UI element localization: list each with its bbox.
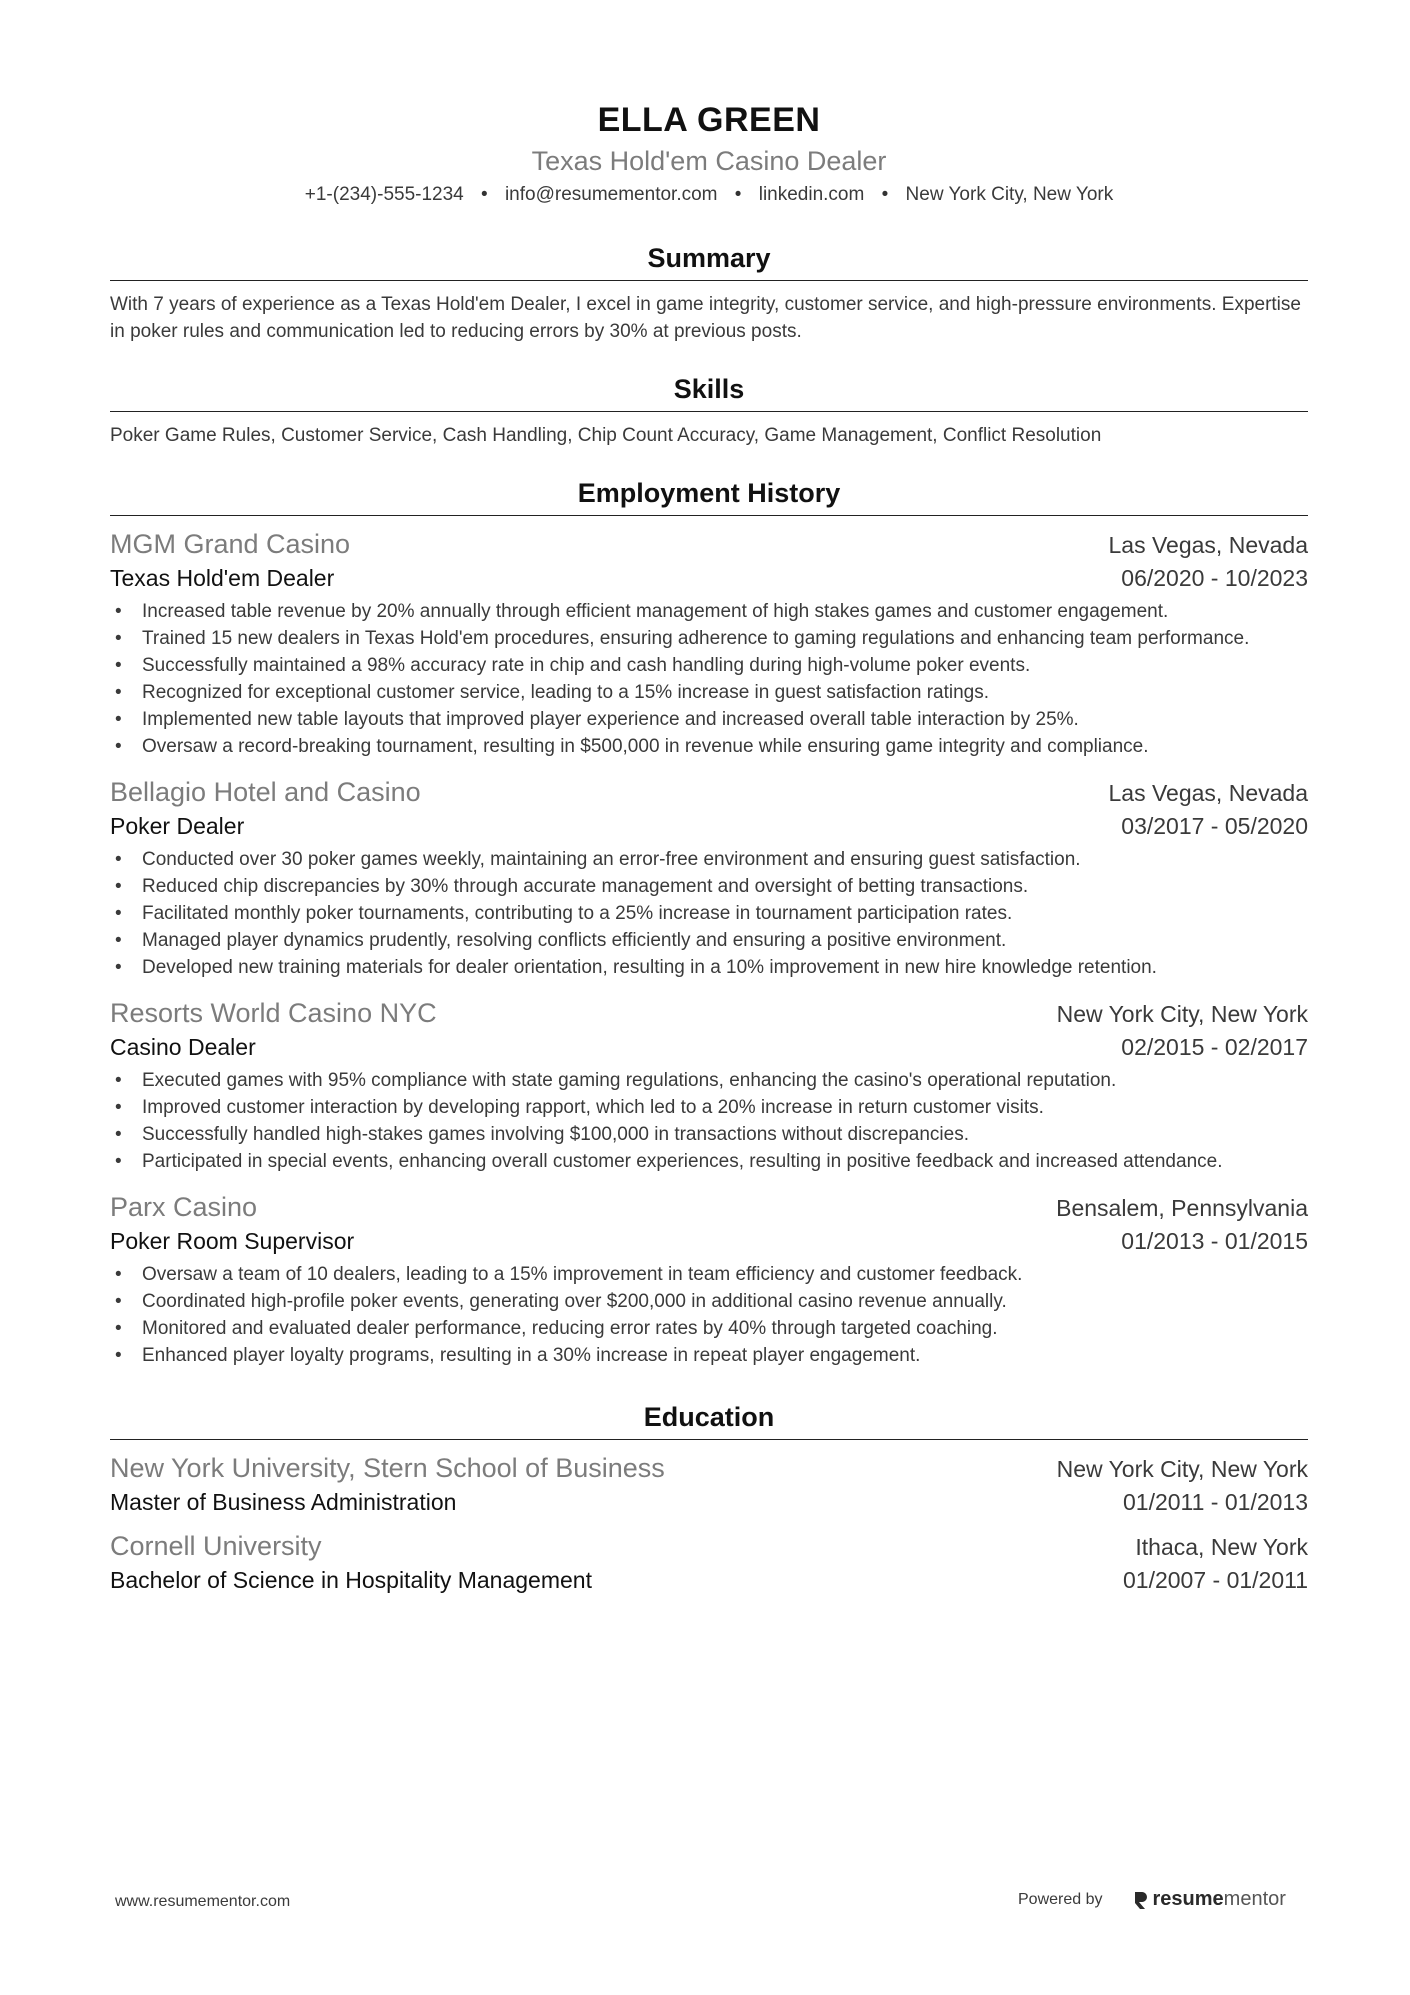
bullet-text: Increased table revenue by 20% annually through efficient management of high stakes games and customer engagement. bbox=[142, 601, 1169, 622]
job-bullet bbox=[110, 1288, 1308, 1315]
bullet-dot: • bbox=[115, 1291, 122, 1312]
job-location: New York City, New York bbox=[1056, 1001, 1308, 1027]
job-header-row bbox=[110, 995, 1308, 1031]
job-role: Texas Hold'em Dealer bbox=[110, 565, 335, 591]
bullet-text: Enhanced player loyalty programs, resulting in a 30% increase in repeat player engagement. bbox=[142, 1345, 921, 1366]
bullet-dot: • bbox=[115, 876, 122, 897]
job-location: Las Vegas, Nevada bbox=[1108, 780, 1308, 806]
job-entry bbox=[110, 995, 1308, 1175]
job-bullets bbox=[110, 1261, 1308, 1369]
bullet-dot: • bbox=[115, 736, 122, 757]
footer-website[interactable]: www.resumementor.com bbox=[115, 1893, 291, 1910]
school-name: Cornell University bbox=[110, 1531, 322, 1561]
company-name: Bellagio Hotel and Casino bbox=[110, 777, 421, 807]
bullet-dot: • bbox=[115, 1097, 122, 1118]
job-dates: 02/2015 - 02/2017 bbox=[1121, 1034, 1308, 1060]
company-name: MGM Grand Casino bbox=[110, 529, 351, 559]
job-entry bbox=[110, 1189, 1308, 1369]
job-bullet bbox=[110, 1148, 1308, 1175]
bullet-text: Trained 15 new dealers in Texas Hold'em procedures, ensuring adherence to gaming regulations and enhancing team performance. bbox=[142, 628, 1250, 649]
bullet-dot: • bbox=[115, 682, 122, 703]
job-bullets bbox=[110, 846, 1308, 981]
job-role-row bbox=[110, 1225, 1308, 1257]
edu-dates: 01/2007 - 01/2011 bbox=[1122, 1567, 1308, 1593]
job-bullet bbox=[110, 1261, 1308, 1288]
degree-name: Master of Business Administration bbox=[110, 1489, 457, 1515]
bullet-dot: • bbox=[115, 957, 122, 978]
job-bullet bbox=[110, 1094, 1308, 1121]
bullet-text: Developed new training materials for dealer orientation, resulting in a 10% improvement in new hire knowledge retention. bbox=[142, 957, 1157, 978]
job-entry bbox=[110, 526, 1308, 760]
employment-section bbox=[110, 475, 1308, 1369]
job-location: Bensalem, Pennsylvania bbox=[1056, 1195, 1308, 1221]
education-section bbox=[110, 1399, 1308, 1596]
job-bullet bbox=[110, 954, 1308, 981]
bullet-text: Implemented new table layouts that improved player experience and increased overall table interaction by 25%. bbox=[142, 709, 1079, 730]
jobs-list bbox=[110, 526, 1308, 1369]
job-bullets bbox=[110, 1067, 1308, 1175]
edu-header-row bbox=[110, 1528, 1308, 1564]
job-bullet bbox=[110, 1342, 1308, 1369]
bullet-text: Successfully handled high-stakes games involving $100,000 in transactions without discrepancies. bbox=[142, 1124, 969, 1145]
job-bullet bbox=[110, 1067, 1308, 1094]
job-header-row bbox=[110, 1189, 1308, 1225]
job-bullet bbox=[110, 706, 1308, 733]
bullet-text: Participated in special events, enhancing overall customer experiences, resulting in positive feedback and increased attendance. bbox=[142, 1151, 1223, 1172]
candidate-name: ELLA GREEN bbox=[597, 101, 821, 139]
contact-phone: +1-(234)-555-1234 bbox=[304, 184, 464, 205]
job-role-row bbox=[110, 562, 1308, 594]
job-bullet bbox=[110, 733, 1308, 760]
bullet-dot: • bbox=[115, 1151, 122, 1172]
job-dates: 03/2017 - 05/2020 bbox=[1121, 813, 1308, 839]
edu-degree-row bbox=[110, 1564, 1308, 1596]
contact-line bbox=[110, 180, 1308, 210]
job-bullet bbox=[110, 873, 1308, 900]
bullet-dot: • bbox=[115, 1345, 122, 1366]
bullet-text: Recognized for exceptional customer service, leading to a 15% increase in guest satisfaction ratings. bbox=[142, 682, 990, 703]
brand-name-light: mentor bbox=[1223, 1888, 1286, 1910]
footer-branding bbox=[1018, 1888, 1286, 1911]
job-bullet bbox=[110, 1121, 1308, 1148]
bullet-text: Oversaw a record-breaking tournament, resulting in $500,000 in revenue while ensuring game integrity and compliance. bbox=[142, 736, 1149, 757]
section-heading: Employment History bbox=[110, 475, 1308, 516]
bullet-dot: • bbox=[115, 930, 122, 951]
edu-degree-row bbox=[110, 1486, 1308, 1518]
education-entry bbox=[110, 1450, 1308, 1518]
bullet-text: Successfully maintained a 98% accuracy rate in chip and cash handling during high-volume poker events. bbox=[142, 655, 1031, 676]
candidate-title: Texas Hold'em Casino Dealer bbox=[531, 146, 887, 176]
job-location: Las Vegas, Nevada bbox=[1108, 532, 1308, 558]
company-name: Resorts World Casino NYC bbox=[110, 998, 437, 1028]
job-role-row bbox=[110, 810, 1308, 842]
bullet-text: Monitored and evaluated dealer performance, reducing error rates by 40% through targeted coaching. bbox=[142, 1318, 998, 1339]
job-role-row bbox=[110, 1031, 1308, 1063]
job-entry bbox=[110, 774, 1308, 981]
bullet-dot: • bbox=[115, 903, 122, 924]
bullet-dot: • bbox=[115, 849, 122, 870]
bullet-text: Oversaw a team of 10 dealers, leading to a 15% improvement in team efficiency and customer feedback. bbox=[142, 1264, 1023, 1285]
bullet-text: Facilitated monthly poker tournaments, contributing to a 25% increase in tournament participation rates. bbox=[142, 903, 1013, 924]
job-bullet bbox=[110, 598, 1308, 625]
job-role: Poker Dealer bbox=[110, 813, 245, 839]
edu-header-row bbox=[110, 1450, 1308, 1486]
brand-logo[interactable] bbox=[1133, 1888, 1286, 1911]
bullet-dot: • bbox=[115, 709, 122, 730]
bullet-text: Conducted over 30 poker games weekly, maintaining an error-free environment and ensuring guest satisfaction. bbox=[142, 849, 1081, 870]
bullet-dot: • bbox=[115, 1318, 122, 1339]
skills-section bbox=[110, 371, 1308, 449]
section-heading: Summary bbox=[110, 240, 1308, 281]
resume-header bbox=[110, 96, 1308, 210]
job-bullets bbox=[110, 598, 1308, 760]
job-bullet bbox=[110, 1315, 1308, 1342]
resume-page bbox=[110, 96, 1308, 1596]
education-entry bbox=[110, 1528, 1308, 1596]
job-dates: 01/2013 - 01/2015 bbox=[1121, 1228, 1308, 1254]
degree-name: Bachelor of Science in Hospitality Management bbox=[110, 1567, 592, 1593]
bullet-text: Coordinated high-profile poker events, generating over $200,000 in additional casino revenue annually. bbox=[142, 1291, 1007, 1312]
job-header-row bbox=[110, 526, 1308, 562]
brand-mark-icon bbox=[1133, 1890, 1149, 1910]
bullet-dot: • bbox=[115, 655, 122, 676]
job-bullet bbox=[110, 679, 1308, 706]
school-location: New York City, New York bbox=[1056, 1456, 1308, 1482]
section-heading: Education bbox=[110, 1399, 1308, 1440]
bullet-text: Improved customer interaction by developing rapport, which led to a 20% increase in return customer visits. bbox=[142, 1097, 1044, 1118]
section-heading: Skills bbox=[110, 371, 1308, 412]
job-header-row bbox=[110, 774, 1308, 810]
bullet-text: Executed games with 95% compliance with state gaming regulations, enhancing the casino's operational reputation. bbox=[142, 1070, 1117, 1091]
contact-separator: • bbox=[881, 184, 889, 205]
contact-linkedin[interactable]: linkedin.com bbox=[758, 184, 865, 205]
company-name: Parx Casino bbox=[110, 1192, 258, 1222]
bullet-text: Managed player dynamics prudently, resolving conflicts efficiently and ensuring a positive environment. bbox=[142, 930, 1007, 951]
bullet-dot: • bbox=[115, 1070, 122, 1091]
edu-dates: 01/2011 - 01/2013 bbox=[1122, 1489, 1308, 1515]
powered-by-label: Powered by bbox=[1018, 1890, 1103, 1908]
school-location: Ithaca, New York bbox=[1135, 1534, 1308, 1560]
education-list bbox=[110, 1450, 1308, 1596]
contact-separator: • bbox=[734, 184, 742, 205]
bullet-text: Reduced chip discrepancies by 30% through accurate management and oversight of betting transactions. bbox=[142, 876, 1029, 897]
skills-text: Poker Game Rules, Customer Service, Cash Handling, Chip Count Accuracy, Game Management, Conflict Resolution bbox=[110, 425, 1102, 446]
contact-separator: • bbox=[481, 184, 488, 205]
summary-text: With 7 years of experience as a Texas Hold'em Dealer, I excel in game integrity, customer service, and high-pressure environments. Expertise in poker rules and communication led to reducing errors by 30% at previous posts. bbox=[110, 294, 1301, 342]
job-bullet bbox=[110, 927, 1308, 954]
job-bullet bbox=[110, 900, 1308, 927]
job-dates: 06/2020 - 10/2023 bbox=[1121, 565, 1308, 591]
job-role: Casino Dealer bbox=[110, 1034, 256, 1060]
job-role: Poker Room Supervisor bbox=[110, 1228, 355, 1254]
contact-location: New York City, New York bbox=[905, 184, 1114, 205]
bullet-dot: • bbox=[115, 1264, 122, 1285]
job-bullet bbox=[110, 625, 1308, 652]
brand-name-bold: resume bbox=[1152, 1888, 1224, 1910]
school-name: New York University, Stern School of Business bbox=[110, 1453, 665, 1483]
job-bullet bbox=[110, 846, 1308, 873]
summary-section bbox=[110, 240, 1308, 345]
job-bullet bbox=[110, 652, 1308, 679]
bullet-dot: • bbox=[115, 628, 122, 649]
contact-email[interactable]: info@resumementor.com bbox=[504, 184, 718, 205]
bullet-dot: • bbox=[115, 1124, 122, 1145]
bullet-dot: • bbox=[115, 601, 122, 622]
